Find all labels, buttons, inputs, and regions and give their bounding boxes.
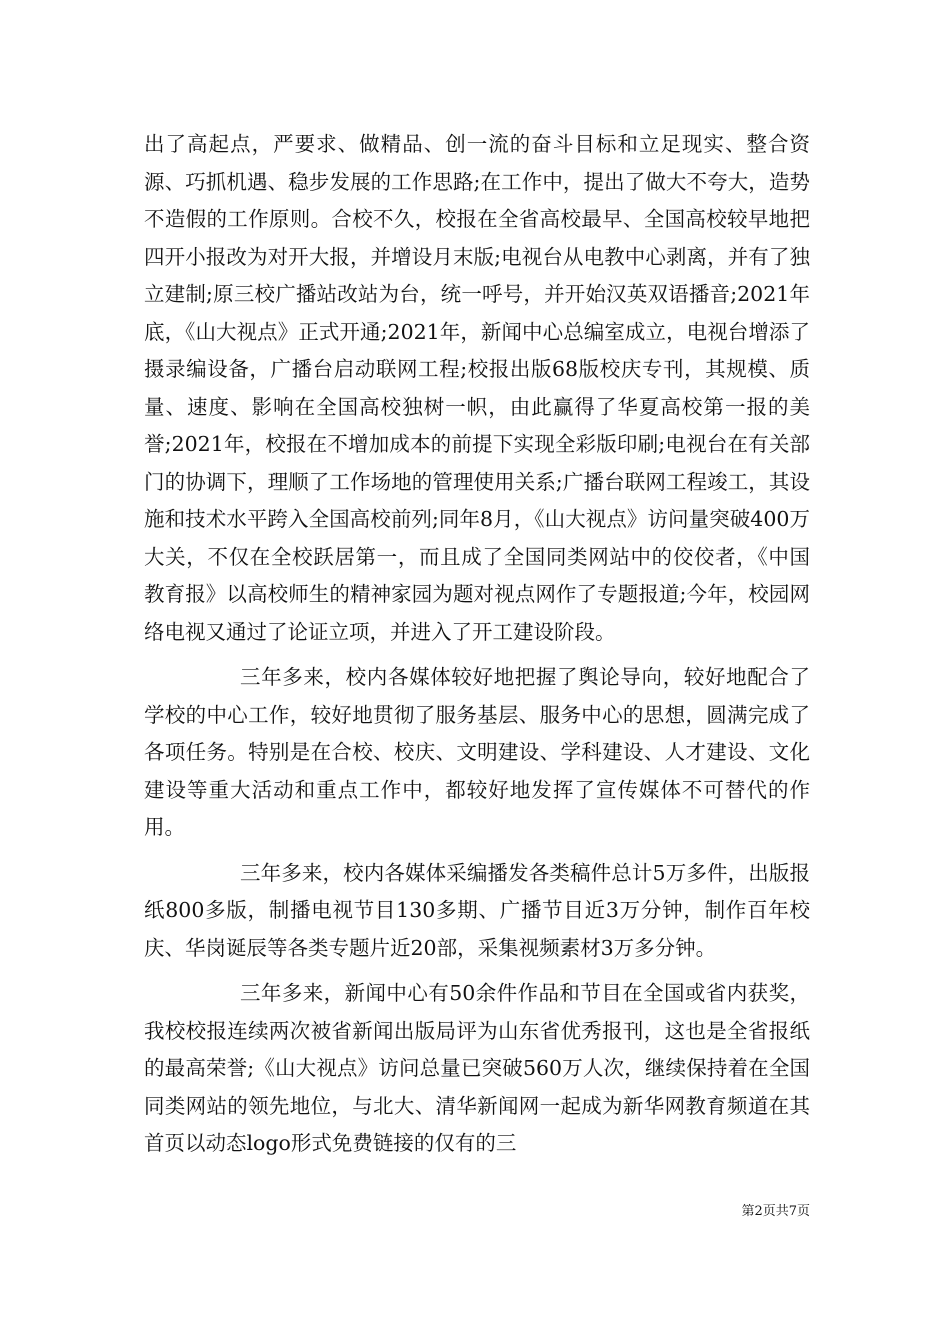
paragraph-3: 三年多来，校内各媒体采编播发各类稿件总计5万多件，出版报纸800多版，制播电视节目130多期、广播节目近3万分钟，制作百年校庆、华岗诞辰等各类专题片近20部，采集视频素材3万多分钟。	[144, 860, 810, 960]
page-number-footer: 第2页共7页	[741, 1204, 810, 1219]
paragraph-4: 三年多来，新闻中心有50余件作品和节目在全国或省内获奖，我校校报连续两次被省新闻出版局评为山东省优秀报刊，这也是全省报纸的最高荣誉;《山大视点》访问总量已突破560万人次，继续保持着在全国同类网站的领先地位，与北大、清华新闻网一起成为新华网教育频道在其首页以动态logo形式免费链接的仅有的三	[144, 981, 810, 1155]
paragraph-2: 三年多来，校内各媒体较好地把握了舆论导向，较好地配合了学校的中心工作，较好地贯彻了服务基层、服务中心的思想，圆满完成了各项任务。特别是在合校、校庆、文明建设、学科建设、人才建设、文化建设等重大活动和重点工作中，都较好地发挥了宣传媒体不可替代的作用。	[144, 665, 810, 839]
paragraph-1: 出了高起点，严要求、做精品、创一流的奋斗目标和立足现实、整合资源、巧抓机遇、稳步发展的工作思路;在工作中，提出了做大不夸大，造势不造假的工作原则。合校不久，校报在全省高校最早、全国高校较早地把四开小报改为对开大报，并增设月末版;电视台从电教中心剥离，并有了独立建制;原三校广播站改站为台，统一呼号，并开始汉英双语播音;2021年底，《山大视点》正式开通;2021年，新闻中心总编室成立，电视台增添了摄录编设备，广播台启动联网工程;校报出版68版校庆专刊，其规模、质量、速度、影响在全国高校独树一帜，由此赢得了华夏高校第一报的美誉;2021年，校报在不增加成本的前提下实现全彩版印刷;电视台在有关部门的协调下，理顺了工作场地的管理使用关系;广播台联网工程竣工，其设施和技术水平跨入全国高校前列;同年8月，《山大视点》访问量突破400万大关，不仅在全校跃居第一，而且成了全国同类网站中的佼佼者，《中国教育报》以高校师生的精神家园为题对视点网作了专题报道;今年，校园网络电视又通过了论证立项，并进入了开工建设阶段。	[144, 132, 810, 644]
document-body	[144, 126, 810, 1163]
